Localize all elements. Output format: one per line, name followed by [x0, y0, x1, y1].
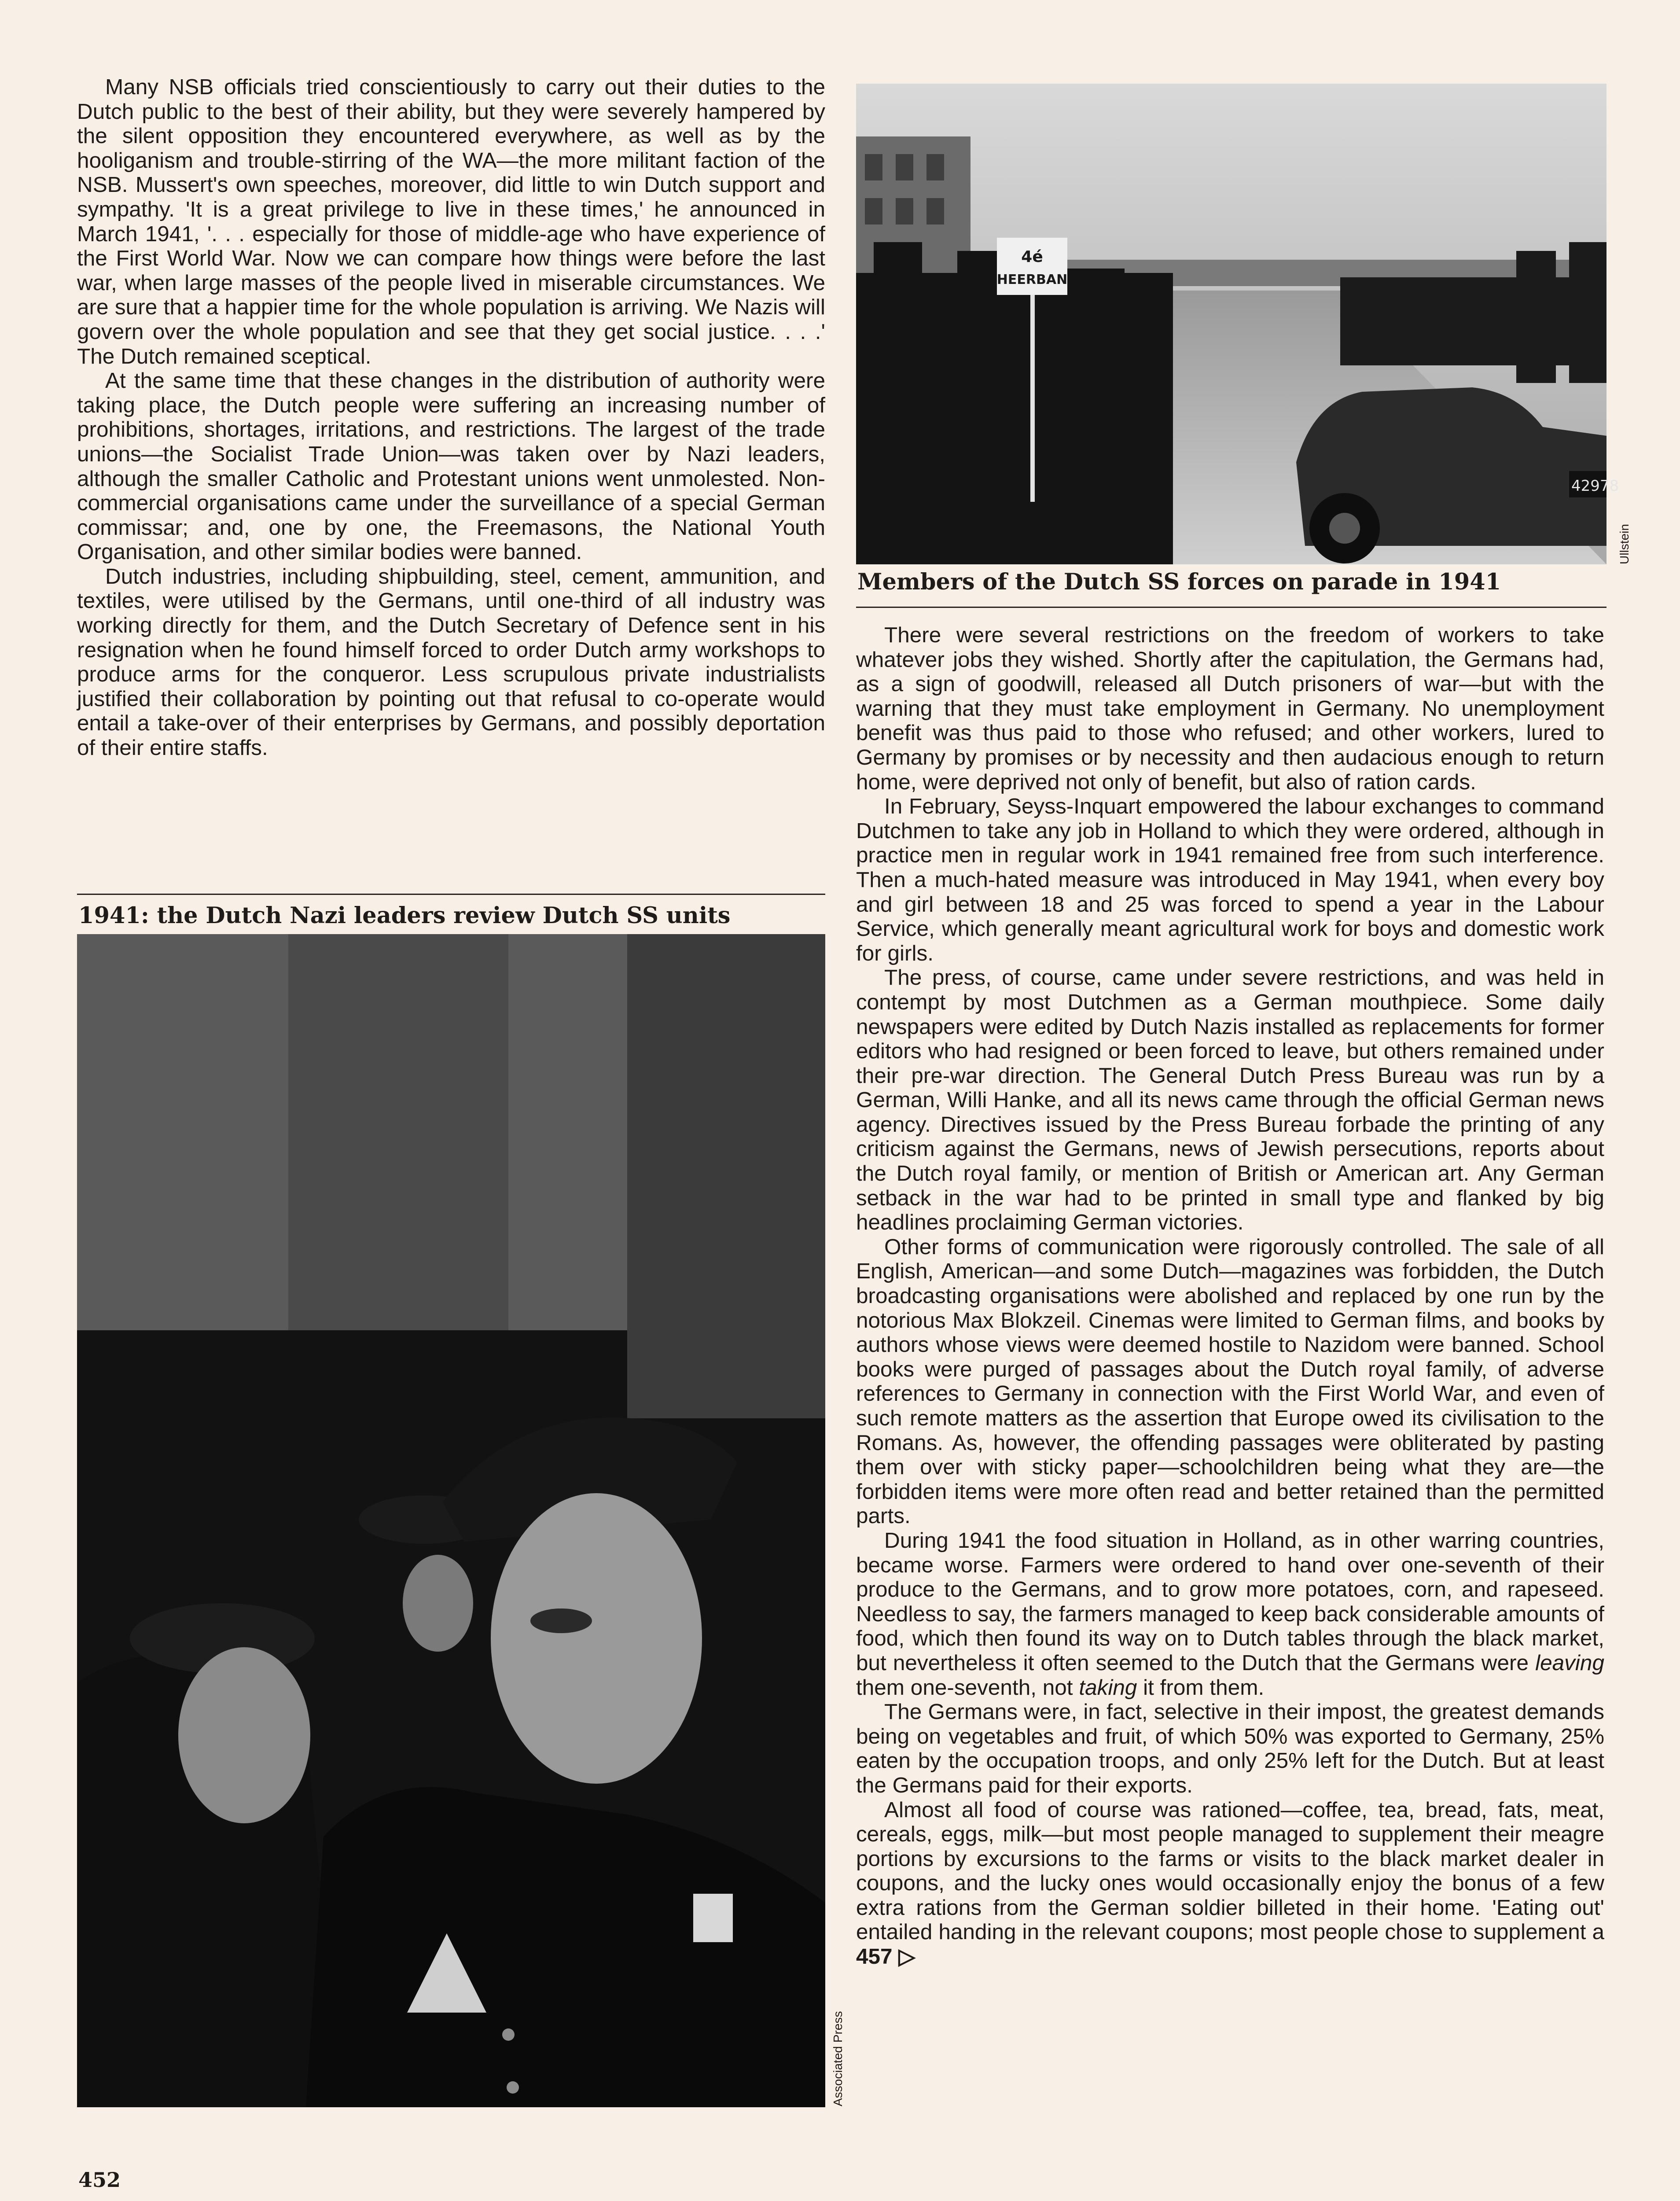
photo-ss-parade: [856, 84, 1619, 564]
right-column: [856, 623, 1604, 1969]
page-number: 452: [78, 2168, 121, 2192]
paragraph: Many NSB officials tried conscientiously to carry out their duties to the Dutch public to the best of their ability, but they were severely hampered by the silent opposition they encountered everywhere, as well as by the hooliganism and trouble-stirring of the WA—the more militant faction of the NSB. Mussert's own speeches, moreover, did little to win Dutch support and sympathy. 'It is a great privilege to live in these times,' he announced in March 1941, '. . . especially for those of middle-age who have experience of the First World War. Now we can compare how things were before the last war, when large masses of the people lived in miserable circumstances. We are sure that a happier time for the whole population is arriving. We Nazis will govern over the whole population and see that they get social justice. . . .' The Dutch remained sceptical.: [77, 75, 825, 368]
car-plate: 42978: [1571, 477, 1619, 495]
divider: [77, 894, 825, 895]
paragraph-food: During 1941 the food situation in Holland, as in other warring countries, became worse. Farmers were ordered to hand over one-seventh of their produce to the Germans, and to grow more potatoes, corn, and rapeseed. Needless to say, the farmers managed to keep back considerable amounts of food, which then found its way on to Dutch tables through the black market, but nevertheless it often seemed to the Dutch that the Germans were leaving them one-seventh, not taking it from them.: [856, 1528, 1604, 1700]
paragraph: At the same time that these changes in the distribution of authority were taking place, the Dutch people were suffering an increasing number of prohibitions, shortages, irritations, and restrictions. The largest of the trade unions—the Socialist Trade Union—was taken over by Nazi leaders, although the smaller Catholic and Protestant unions went unmolested. Non-commercial organisations came under the surveillance of a special German commissar; and, one by one, the Freemasons, the National Youth Organisation, and other similar bodies were banned.: [77, 368, 825, 564]
paragraph: Dutch industries, including shipbuilding, steel, cement, ammunition, and textiles, were utilised by the Germans, until one-third of all industry was working directly for them, and the Dutch Secretary of Defence sent in his resignation when he found himself forced to order Dutch army workshops to produce arms for the conqueror. Less scrupulous private industrialists justified their collaboration by pointing out that refusal to co-operate would entail a take-over of their enterprises by Germans, and possibly deportation of their entire staffs.: [77, 564, 825, 760]
caption-ss-parade: Members of the Dutch SS forces on parade in 1941: [857, 569, 1501, 595]
photo-credit: Associated Press: [831, 2011, 845, 2106]
paragraph: The Germans were, in fact, selective in their impost, the greatest demands being on vegetables and fruit, of which 50% was exported to Germany, 25% eaten by the occupation troops, and only 25% left for the Dutch. But at least the Germans paid for their exports.: [856, 1700, 1604, 1797]
paragraph: In February, Seyss-Inquart empowered the labour exchanges to command Dutchmen to take any job in Holland to which they were ordered, although in practice men in regular work in 1941 remained free from such interference. Then a much-hated measure was introduced in May 1941, when every boy and girl between 18 and 25 was forced to spend a year in the Labour Service, which generally meant agricultural work for boys and domestic work for girls.: [856, 794, 1604, 965]
paragraph: The press, of course, came under severe restrictions, and was held in contempt by most Dutchmen as a German mouthpiece. Some daily newspapers were edited by Dutch Nazis installed as replacements for former editors who had resigned or been forced to leave, but others remained under their pre-war direction. The General Dutch Press Bureau was run by a German, Willi Hanke, and all its news came through the official German news agency. Directives issued by the Press Bureau forbade the printing of any criticism against the Germans, news of Jewish persecutions, reports about the Dutch royal family, or mention of British or American art. Any German setback in the war had to be printed in small type and flanked by big headlines proclaiming German victories.: [856, 965, 1604, 1235]
continued-arrow-icon: ▷: [898, 1944, 915, 1969]
left-column: [77, 75, 825, 760]
caption-nazi-leaders: 1941: the Dutch Nazi leaders review Dutch SS units: [78, 902, 731, 929]
sign-number: 4é: [1021, 248, 1043, 266]
photo-credit: Ullstein: [1618, 524, 1631, 564]
sign-label: HEERBAN: [996, 272, 1068, 287]
continued-marker: 457 ▷: [856, 1944, 915, 1969]
paragraph: There were several restrictions on the freedom of workers to take whatever jobs they wished. Shortly after the capitulation, the Germans had, as a sign of goodwill, released all Dutch prisoners of war—but with the warning that they must take employment in Germany. No unemployment benefit was thus paid to those who refused; and other workers, lured to Germany by promises or by necessity and then audacious enough to return home, were deprived not only of benefit, but also of ration cards.: [856, 623, 1604, 794]
divider: [856, 607, 1606, 608]
paragraph-last: Almost all food of course was rationed—coffee, tea, bread, fats, meat, cereals, eggs, milk—but most people managed to supplement their meagre portions by excursions to the farms or visits to the black market dealer in coupons, and the lucky ones would occasionally enjoy the bonus of a few extra rations from the German soldier billeted in their home. 'Eating out' entailed handing in the relevant coupons; most people chose to supplement a 457 ▷: [856, 1797, 1604, 1969]
paragraph: Other forms of communication were rigorously controlled. The sale of all English, American—and some Dutch—magazines was forbidden, the Dutch broadcasting organisations were abolished and replaced by one run by the notorious Max Blokzeil. Cinemas were limited to German films, and books by authors whose views were deemed hostile to Nazidom were banned. School books were purged of passages about the Dutch royal family, of adverse references to Germany in connection with the First World War, and even of such remote matters as the assertion that Europe owed its civilisation to the Romans. As, however, the offending passages were obliterated by pasting them over with sticky paper—schoolchildren being what they are—the forbidden items were more often read and better retained than the permitted parts.: [856, 1234, 1604, 1528]
photo-nazi-leaders: [77, 934, 825, 2107]
